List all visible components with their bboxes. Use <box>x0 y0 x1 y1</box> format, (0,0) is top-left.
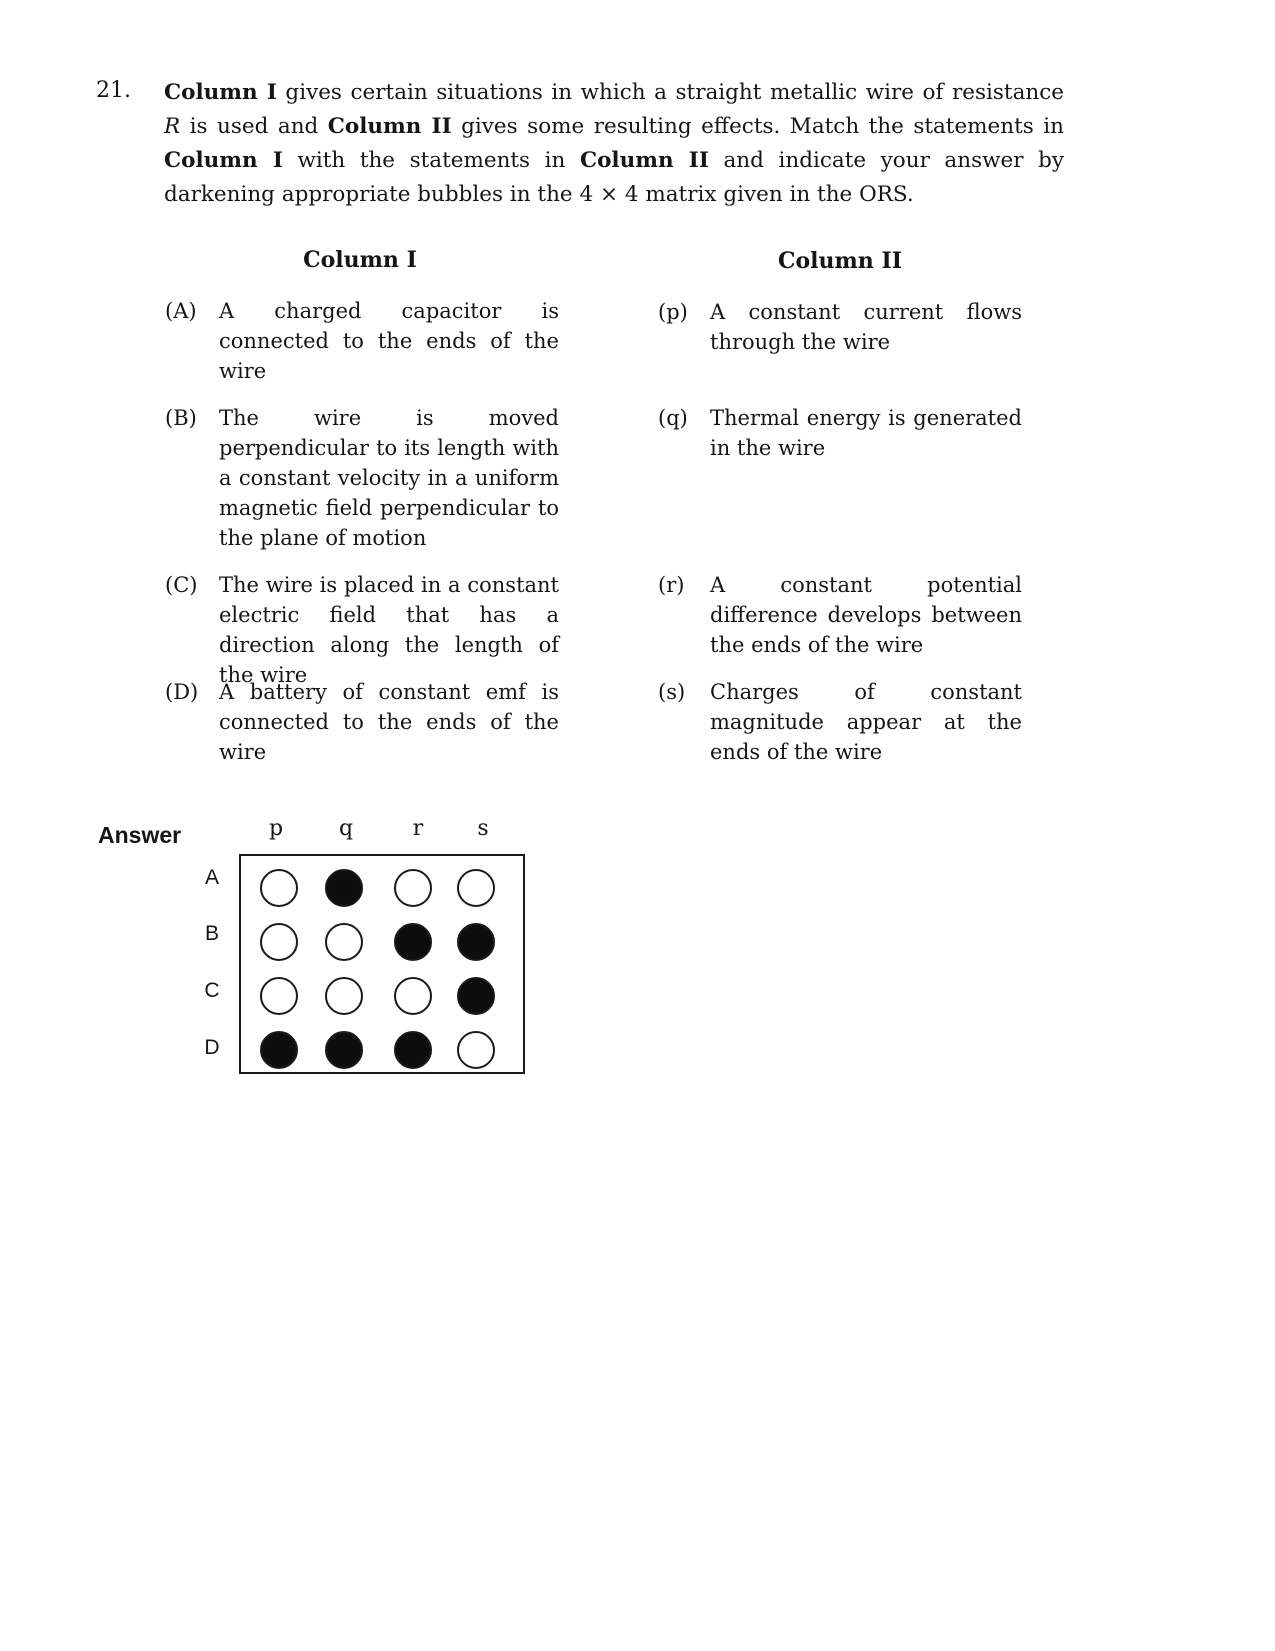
item-text: A constant potential difference develops between the ends of the wire <box>710 573 1022 657</box>
question-text-part: with the statements in <box>282 148 580 173</box>
bubble-c-p[interactable] <box>260 977 298 1015</box>
column-ii-item-s <box>658 677 1028 767</box>
matrix-column-header-r: r <box>412 816 424 841</box>
item-label: (D) <box>165 680 199 704</box>
matrix-row-header-b: B <box>204 922 219 945</box>
question-bold-column-ii: Column II <box>579 148 709 173</box>
bubble-d-s[interactable] <box>457 1031 495 1069</box>
bubble-a-s[interactable] <box>457 869 495 907</box>
bubble-b-p[interactable] <box>260 923 298 961</box>
matrix-row-header-d: D <box>204 1036 220 1059</box>
matrix-column-header-p: p <box>268 816 284 841</box>
column-i-item-d <box>165 677 565 767</box>
column-i-item-b <box>165 403 565 553</box>
column-i-heading: Column I <box>303 247 417 273</box>
item-label: (s) <box>658 680 686 704</box>
bubble-d-r[interactable] <box>394 1031 432 1069</box>
item-text: The wire is placed in a constant electric field that has a direction along the length of the wire <box>219 573 559 687</box>
item-label: (p) <box>658 300 688 324</box>
question-bold-column-ii: Column II <box>327 114 452 139</box>
question-text-part: gives some resulting effects. Match the statements in <box>451 114 1064 139</box>
item-label: (q) <box>658 406 688 430</box>
column-i-item-a <box>165 296 565 386</box>
column-ii-item-p <box>658 297 1028 357</box>
answer-label: Answer <box>98 822 182 848</box>
resistance-variable: R <box>164 114 181 139</box>
item-label: (A) <box>165 299 197 323</box>
bubble-c-r[interactable] <box>394 977 432 1015</box>
bubble-b-q[interactable] <box>325 923 363 961</box>
item-label: (r) <box>658 573 685 597</box>
item-text: A battery of constant emf is connected to the ends of the wire <box>219 680 559 764</box>
bubble-a-p[interactable] <box>260 869 298 907</box>
question-text <box>164 76 1064 212</box>
bubble-d-q[interactable] <box>325 1031 363 1069</box>
bubble-a-q[interactable] <box>325 869 363 907</box>
matrix-row-header-a: A <box>204 866 219 889</box>
item-text: Thermal energy is generated in the wire <box>710 406 1022 460</box>
bubble-b-r[interactable] <box>394 923 432 961</box>
item-text: A constant current flows through the wire <box>710 300 1022 354</box>
bubble-b-s[interactable] <box>457 923 495 961</box>
question-text-part: gives certain situations in which a straight metallic wire of resistance <box>276 80 1064 105</box>
column-ii-item-r <box>658 570 1028 660</box>
matrix-column-header-q: q <box>338 816 354 841</box>
bubble-c-s[interactable] <box>457 977 495 1015</box>
item-label: (B) <box>165 406 197 430</box>
item-text: A charged capacitor is connected to the ends of the wire <box>219 299 559 383</box>
matrix-column-header-s: s <box>477 816 489 841</box>
item-text: Charges of constant magnitude appear at the ends of the wire <box>710 680 1022 764</box>
question-text-part: is used and <box>180 114 328 139</box>
question-bold-column-i: Column I <box>164 80 277 105</box>
item-text: The wire is moved perpendicular to its length with a constant velocity in a uniform magnetic field perpendicular to the plane of motion <box>219 406 559 550</box>
column-i-item-c <box>165 570 565 687</box>
matrix-row-header-c: C <box>204 979 220 1002</box>
column-ii-heading: Column II <box>777 248 903 274</box>
question-text-part: and indicate your answer by darkening appropriate bubbles in the 4 × 4 matrix given in the ORS. <box>164 148 1064 207</box>
item-label: (C) <box>165 573 198 597</box>
question-bold-column-i: Column I <box>164 148 283 173</box>
answer-matrix <box>239 854 525 1074</box>
column-ii-item-q <box>658 403 1028 463</box>
bubble-a-r[interactable] <box>394 869 432 907</box>
question-number: 21. <box>96 78 131 103</box>
bubble-d-p[interactable] <box>260 1031 298 1069</box>
bubble-c-q[interactable] <box>325 977 363 1015</box>
